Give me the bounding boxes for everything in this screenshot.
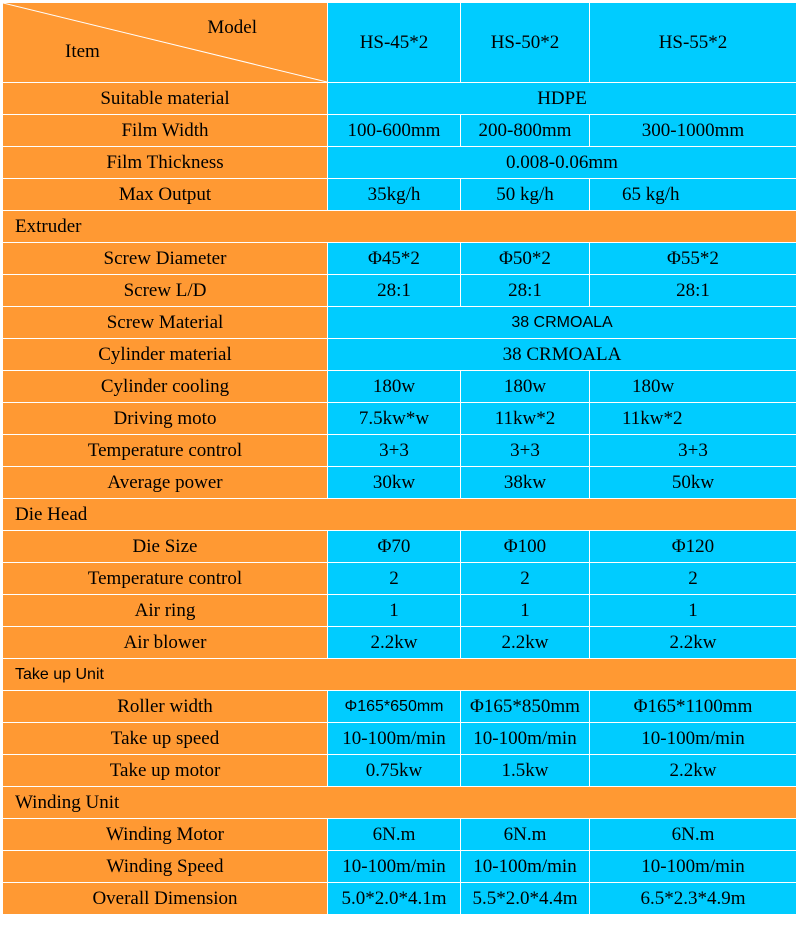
value-cell: 35kg/h [328,179,461,211]
row-label: Max Output [3,179,328,211]
section-take-up-unit [3,659,797,691]
value-cell: 1.5kw [461,755,590,787]
row-label: Cylinder cooling [3,371,328,403]
diagonal-divider [3,3,327,82]
row-driving-moto [3,403,797,435]
row-label: Die Size [3,531,328,563]
section-winding-unit [3,787,797,819]
row-label: Overall Dimension [3,883,328,915]
section-title: Winding Unit [3,787,797,819]
value-cell: 2.2kw [590,627,797,659]
row-value: 38 CRMOALA [328,307,797,339]
row-film-width [3,115,797,147]
value-cell: 6N.m [328,819,461,851]
value-cell: 200-800mm [461,115,590,147]
value-cell: Φ55*2 [590,243,797,275]
model-hs-45: HS-45*2 [328,3,461,83]
value-cell: Φ50*2 [461,243,590,275]
row-max-output [3,179,797,211]
value-cell: 180w [590,371,797,403]
value-cell: 1 [590,595,797,627]
value-cell: 3+3 [590,435,797,467]
row-film-thickness [3,147,797,179]
value-cell: 1 [328,595,461,627]
value-cell: 10-100m/min [461,723,590,755]
model-label: Model [207,17,257,38]
section-die-head [3,499,797,531]
section-title: Take up Unit [3,659,797,691]
row-overall-dimension [3,883,797,915]
value-cell: 5.0*2.0*4.1m [328,883,461,915]
value-cell: 2 [328,563,461,595]
row-label: Roller width [3,691,328,723]
value-cell: 300-1000mm [590,115,797,147]
header-row [3,3,797,83]
row-label: Air blower [3,627,328,659]
row-label: Screw Material [3,307,328,339]
value-cell: 180w [461,371,590,403]
value-cell: 10-100m/min [461,851,590,883]
value-cell: 28:1 [461,275,590,307]
model-hs-50: HS-50*2 [461,3,590,83]
value-cell: 6N.m [461,819,590,851]
value-cell: 30kw [328,467,461,499]
row-label: Winding Speed [3,851,328,883]
value-cell: 6.5*2.3*4.9m [590,883,797,915]
row-label: Cylinder material [3,339,328,371]
row-value: 0.008-0.06mm [328,147,797,179]
row-air-ring [3,595,797,627]
row-label: Film Thickness [3,147,328,179]
section-title: Die Head [3,499,797,531]
row-label: Average power [3,467,328,499]
row-label: Temperature control [3,435,328,467]
row-die-temperature-control [3,563,797,595]
row-cylinder-cooling [3,371,797,403]
value-cell: 2 [461,563,590,595]
value-cell: 11kw*2 [590,403,797,435]
row-average-power [3,467,797,499]
value-cell: Φ165*650mm [328,691,461,723]
row-winding-motor [3,819,797,851]
row-label: Winding Motor [3,819,328,851]
value-cell: 10-100m/min [328,851,461,883]
row-label: Screw Diameter [3,243,328,275]
row-label: Take up motor [3,755,328,787]
row-air-blower [3,627,797,659]
value-cell: 38kw [461,467,590,499]
row-label: Film Width [3,115,328,147]
value-cell: 2.2kw [590,755,797,787]
value-cell: 11kw*2 [461,403,590,435]
row-screw-material [3,307,797,339]
value-cell: 10-100m/min [590,851,797,883]
item-label: Item [65,41,100,62]
value-cell: Φ165*1100mm [590,691,797,723]
row-cylinder-material [3,339,797,371]
row-value: 38 CRMOALA [328,339,797,371]
section-title: Extruder [3,211,797,243]
value-cell: 3+3 [461,435,590,467]
row-screw-ld [3,275,797,307]
value-cell: 180w [328,371,461,403]
value-cell: 1 [461,595,590,627]
model-item-corner-cell [3,3,328,83]
section-extruder [3,211,797,243]
row-label: Suitable material [3,83,328,115]
row-label: Screw L/D [3,275,328,307]
row-roller-width [3,691,797,723]
value-cell: Φ165*850mm [461,691,590,723]
value-cell: 10-100m/min [590,723,797,755]
value-cell: 2.2kw [328,627,461,659]
row-value: HDPE [328,83,797,115]
value-cell: 6N.m [590,819,797,851]
row-suitable-material [3,83,797,115]
value-cell: 3+3 [328,435,461,467]
spec-table [2,2,797,915]
value-cell: 65 kg/h [590,179,797,211]
value-cell: 28:1 [590,275,797,307]
value-cell: 0.75kw [328,755,461,787]
value-cell: 28:1 [328,275,461,307]
row-take-up-motor [3,755,797,787]
value-cell: Φ100 [461,531,590,563]
value-cell: 5.5*2.0*4.4m [461,883,590,915]
row-label: Take up speed [3,723,328,755]
row-take-up-speed [3,723,797,755]
value-cell: Φ45*2 [328,243,461,275]
row-winding-speed [3,851,797,883]
row-label: Temperature control [3,563,328,595]
row-label: Air ring [3,595,328,627]
value-cell: 50 kg/h [461,179,590,211]
value-cell: 10-100m/min [328,723,461,755]
row-screw-diameter [3,243,797,275]
model-hs-55: HS-55*2 [590,3,797,83]
value-cell: 2.2kw [461,627,590,659]
value-cell: 7.5kw*w [328,403,461,435]
row-temperature-control [3,435,797,467]
value-cell: 2 [590,563,797,595]
value-cell: 50kw [590,467,797,499]
value-cell: 100-600mm [328,115,461,147]
row-label: Driving moto [3,403,328,435]
value-cell: Φ70 [328,531,461,563]
value-cell: Φ120 [590,531,797,563]
row-die-size [3,531,797,563]
